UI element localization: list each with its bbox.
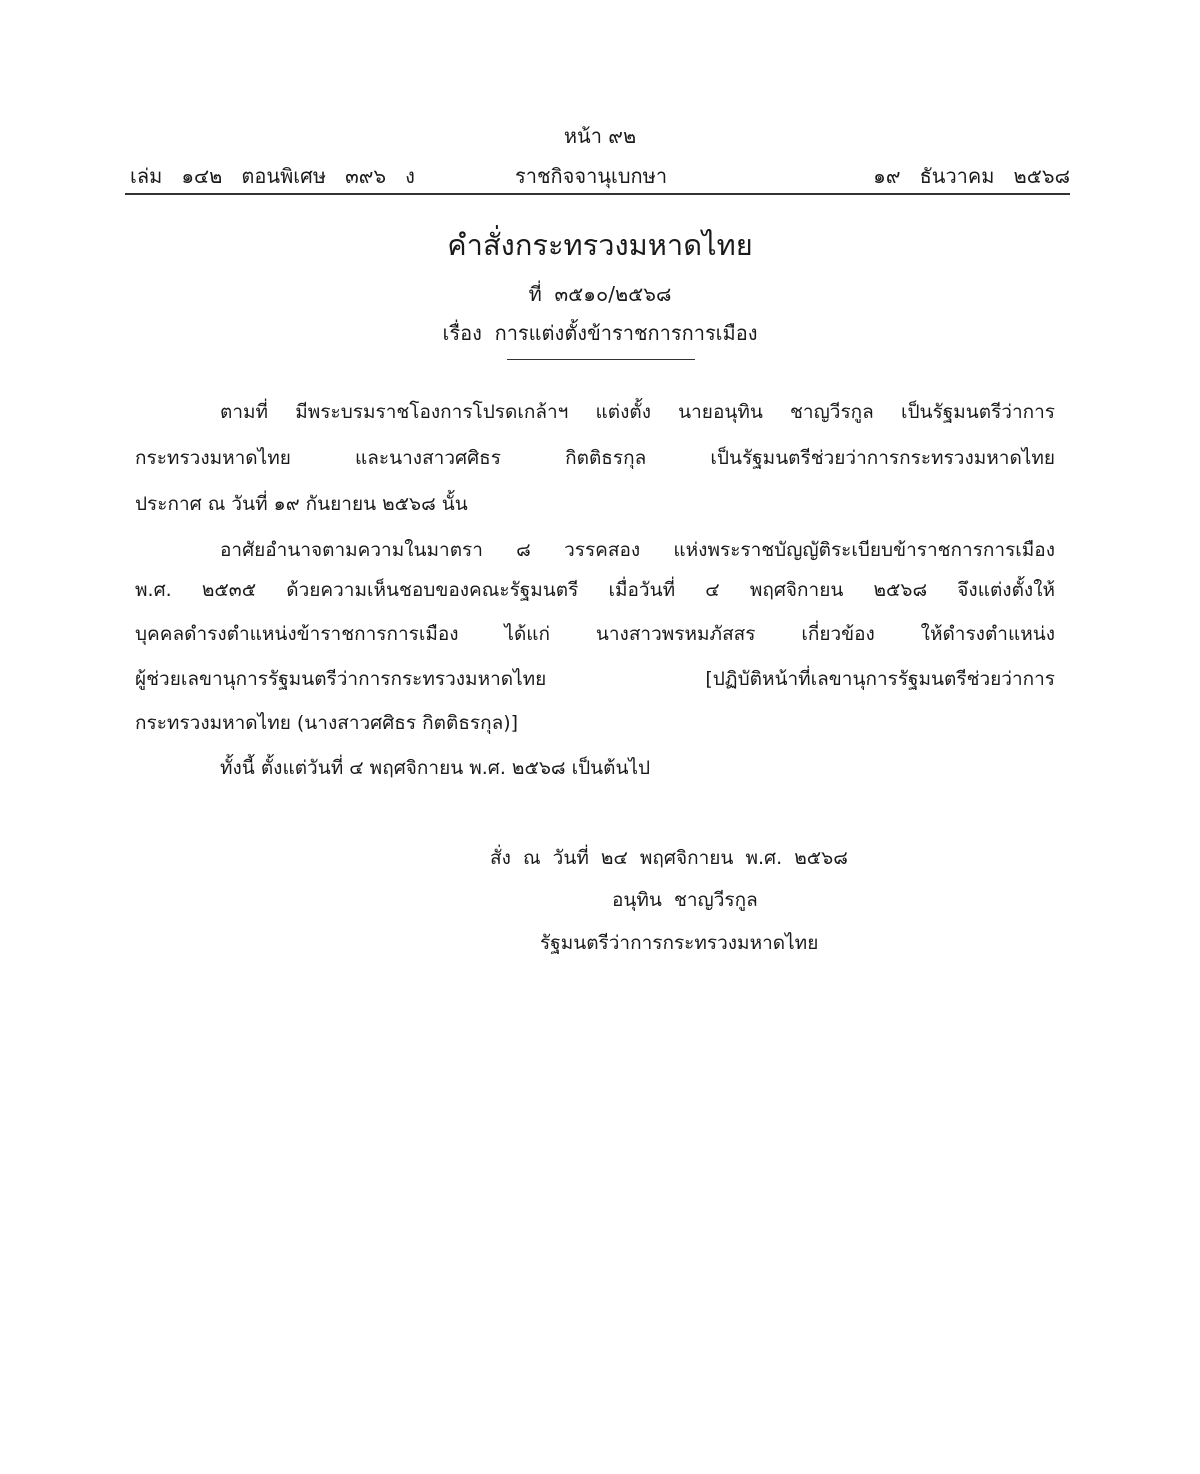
gazette-name: ราชกิจจานุเบกษา xyxy=(515,164,668,188)
signer-name: อนุทิน ชาญวีรกูล xyxy=(612,889,758,911)
paragraph-1-line-1: ตามที่ มีพระบรมราชโองการโปรดเกล้าฯ แต่งตั้ง นายอนุทิน ชาญวีรกูล เป็นรัฐมนตรีว่าการ xyxy=(220,401,1055,423)
gazette-header xyxy=(130,160,1070,190)
header-divider xyxy=(125,193,1070,195)
paragraph-2-line-5: กระทรวงมหาดไทย (นางสาวศศิธร กิตติธรกุล)] xyxy=(135,712,519,734)
order-subject: เรื่อง การแต่งตั้งข้าราชการการเมือง xyxy=(442,321,758,345)
order-number: ที่ ๓๕๑๐/๒๕๖๘ xyxy=(528,282,672,306)
paragraph-3-line-1: ทั้งนี้ ตั้งแต่วันที่ ๔ พฤศจิกายน พ.ศ. ๒๕๖๘ เป็นต้นไป xyxy=(220,757,651,779)
paragraph-1-line-2: กระทรวงมหาดไทย และนางสาวศศิธร กิตติธรกุล เป็นรัฐมนตรีช่วยว่าการกระทรวงมหาดไทย xyxy=(135,447,1055,469)
gazette-date: ๑๙ ธันวาคม ๒๕๖๘ xyxy=(873,164,1070,188)
title-divider xyxy=(507,359,695,360)
paragraph-2-line-4: ผู้ช่วยเลขานุการรัฐมนตรีว่าการกระทรวงมหาดไทย [ปฏิบัติหน้าที่เลขานุการรัฐมนตรีช่วยว่าการ xyxy=(135,668,1055,690)
paragraph-1-line-3: ประกาศ ณ วันที่ ๑๙ กันยายน ๒๕๖๘ นั้น xyxy=(135,493,468,515)
signer-position: รัฐมนตรีว่าการกระทรวงมหาดไทย xyxy=(540,932,819,954)
paragraph-2-line-3: บุคคลดำรงตำแหน่งข้าราชการการเมือง ได้แก่ นางสาวพรหมภัสสร เกี่ยวข้อง ให้ดำรงตำแหน่ง xyxy=(135,623,1055,645)
page-number: หน้า ๙๒ xyxy=(563,124,637,148)
paragraph-2-line-1: อาศัยอำนาจตามความในมาตรา ๘ วรรคสอง แห่งพระราชบัญญัติระเบียบข้าราชการการเมือง xyxy=(220,539,1055,561)
ordered-date: สั่ง ณ วันที่ ๒๔ พฤศจิกายน พ.ศ. ๒๕๖๘ xyxy=(490,847,848,869)
gazette-volume: เล่ม ๑๔๒ ตอนพิเศษ ๓๙๖ ง xyxy=(130,164,415,188)
paragraph-2-line-2: พ.ศ. ๒๕๓๕ ด้วยความเห็นชอบของคณะรัฐมนตรี เมื่อวันที่ ๔ พฤศจิกายน ๒๕๖๘ จึงแต่งตั้งให้ xyxy=(135,579,1055,601)
order-title: คำสั่งกระทรวงมหาดไทย xyxy=(447,228,753,262)
